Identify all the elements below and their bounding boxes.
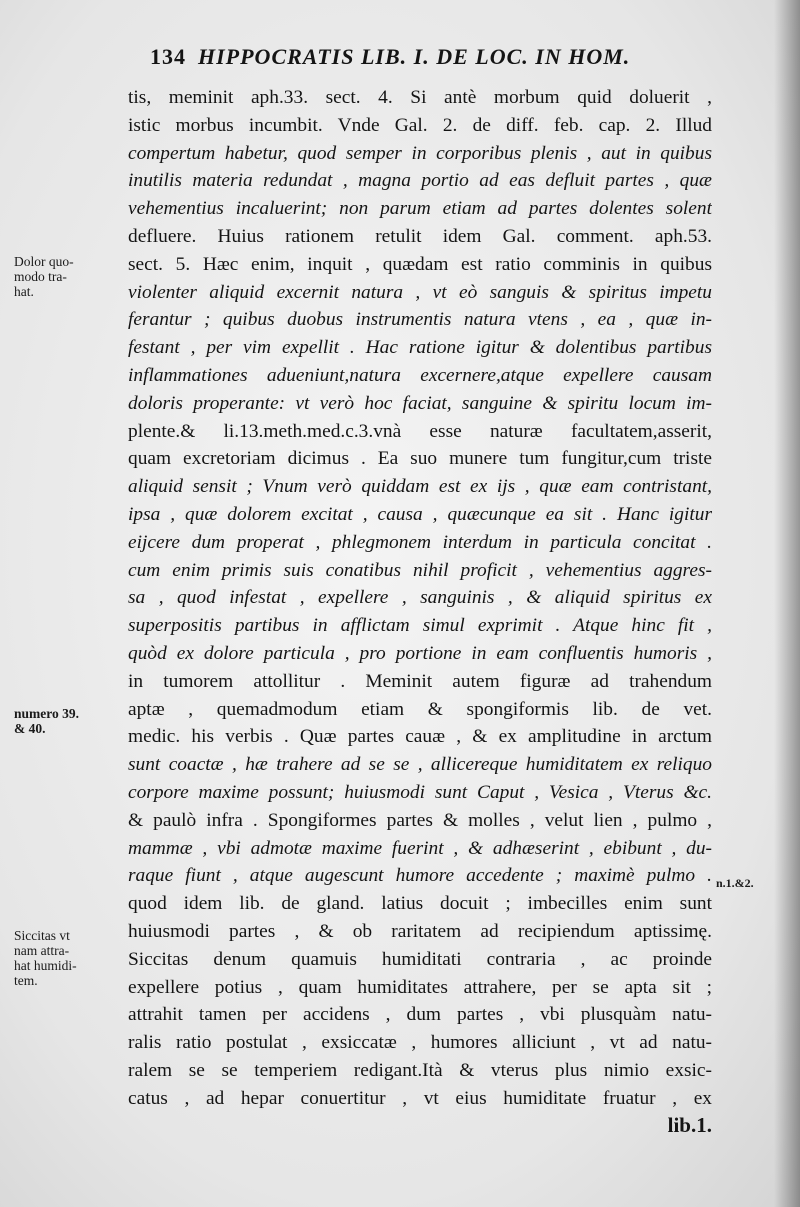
text-line: Siccitas denum quamuis humiditati contraria , ac proinde (128, 948, 712, 970)
text-line: eijcere dum properat , phlegmonem interdum in particula concitat . (128, 531, 712, 553)
margin-note-dolor: Dolor quo- modo tra- hat. (14, 254, 74, 299)
text-line: mammæ , vbi admotæ maxime fuerint , & adhæserint , ebibunt , du- (128, 837, 712, 859)
text-line: inflammationes adueniunt,natura excernere,atque expellere causam (128, 364, 712, 386)
text-line: corpore maxime possunt; huiusmodi sunt Caput , Vesica , Vterus &c. (128, 781, 712, 803)
text-line: cum enim primis suis conatibus nihil proficit , vehementius aggres- (128, 559, 712, 581)
text-line: vehementius incaluerint; non parum etiam ad partes dolentes solent (128, 198, 712, 220)
text-line: attrahit tamen per accidens , dum partes , vbi plusquàm natu- (128, 1004, 712, 1026)
right-margin-note: n.1.&2. (716, 876, 754, 890)
text-line: sect. 5. Hæc enim, inquit , quædam est ratio comminis in quibus (128, 253, 712, 275)
text-line: plente.& li.13.meth.med.c.3.vnà esse naturæ facultatem,asserit, (128, 420, 712, 442)
text-line: compertum habetur, quod semper in corporibus plenis , aut in quibus (128, 142, 712, 164)
text-line: expellere potius , quam humiditates attrahere, per se apta sit ; (128, 976, 712, 998)
text-line: inutilis materia redundat , magna portio ad eas defluit partes , quæ (128, 170, 712, 192)
running-header (150, 44, 670, 74)
text-line: ferantur ; quibus duobus instrumentis natura vtens , ea , quæ in- (128, 309, 712, 331)
text-line: huiusmodi partes , & ob raritatem ad recipiendum aptissimę. (128, 920, 712, 942)
text-line: quam excretoriam dicimus . Ea suo munere tum fungitur,cum triste (128, 448, 712, 470)
margin-note-numero: numero 39. & 40. (14, 706, 80, 736)
text-line: quod idem lib. de gland. latius docuit ; imbecilles enim sunt (128, 893, 712, 915)
text-line: ralis ratio postulat , exsiccatæ , humores alliciunt , vt ad natu- (128, 1032, 712, 1054)
text-line: tis, meminit aph.33. sect. 4. Si antè morbum quid doluerit , (128, 87, 712, 108)
text-line: quòd ex dolore particula , pro portione in eam confluentis humoris , (128, 642, 712, 664)
text-line: aptæ , quemadmodum etiam & spongiformis lib. de vet. (128, 698, 712, 720)
text-line: defluere. Huius rationem retulit idem Gal. comment. aph.53. (128, 225, 712, 247)
running-title: HIPPOCRATIS LIB. I. DE LOC. IN HOM. (198, 44, 631, 69)
main-text-block (128, 84, 712, 1140)
text-line: in tumorem attollitur . Meminit autem figuræ ad trahendum (128, 670, 712, 692)
margin-note-siccitas: Siccitas vt nam attra- hat humidi- tem. (14, 928, 77, 988)
text-line: doloris properante: vt verò hoc faciat, sanguine & spiritu locum im- (128, 392, 712, 414)
catchword: lib.1. (667, 1113, 712, 1138)
text-line: istic morbus incumbit. Vnde Gal. 2. de diff. feb. cap. 2. Illud (128, 114, 712, 136)
text-line: sunt coactæ , hæ trahere ad se se , allicereque humiditatem ex reliquo (128, 754, 712, 776)
text-line: raque fiunt , atque augescunt humore accedente ; maximè pulmo . (128, 865, 712, 887)
text-line: sa , quod infestat , expellere , sanguinis , & aliquid spiritus ex (128, 587, 712, 609)
page-gutter-shadow (774, 0, 800, 1207)
text-line: violenter aliquid excernit natura , vt eò sanguis & spiritus impetu (128, 281, 712, 303)
page-number: 134 (150, 44, 186, 69)
text-line: catus , ad hepar conuertitur , vt eius humiditate fruatur , ex (128, 1087, 712, 1109)
text-line: superpositis partibus in afflictam simul exprimit . Atque hinc fit , (128, 615, 712, 637)
text-line: ralem se se temperiem redigant.Ità & vterus plus nimio exsic- (128, 1059, 712, 1081)
text-line: medic. his verbis . Quæ partes cauæ , & ex amplitudine in arctum (128, 726, 712, 748)
text-line: & paulò infra . Spongiformes partes & molles , velut lien , pulmo , (128, 809, 712, 831)
text-line: ipsa , quæ dolorem excitat , causa , quæcunque ea sit . Hanc igitur (128, 503, 712, 525)
text-line: aliquid sensit ; Vnum verò quiddam est ex ijs , quæ eam contristant, (128, 476, 712, 498)
text-line: festant , per vim expellit . Hac ratione igitur & dolentibus partibus (128, 337, 712, 359)
